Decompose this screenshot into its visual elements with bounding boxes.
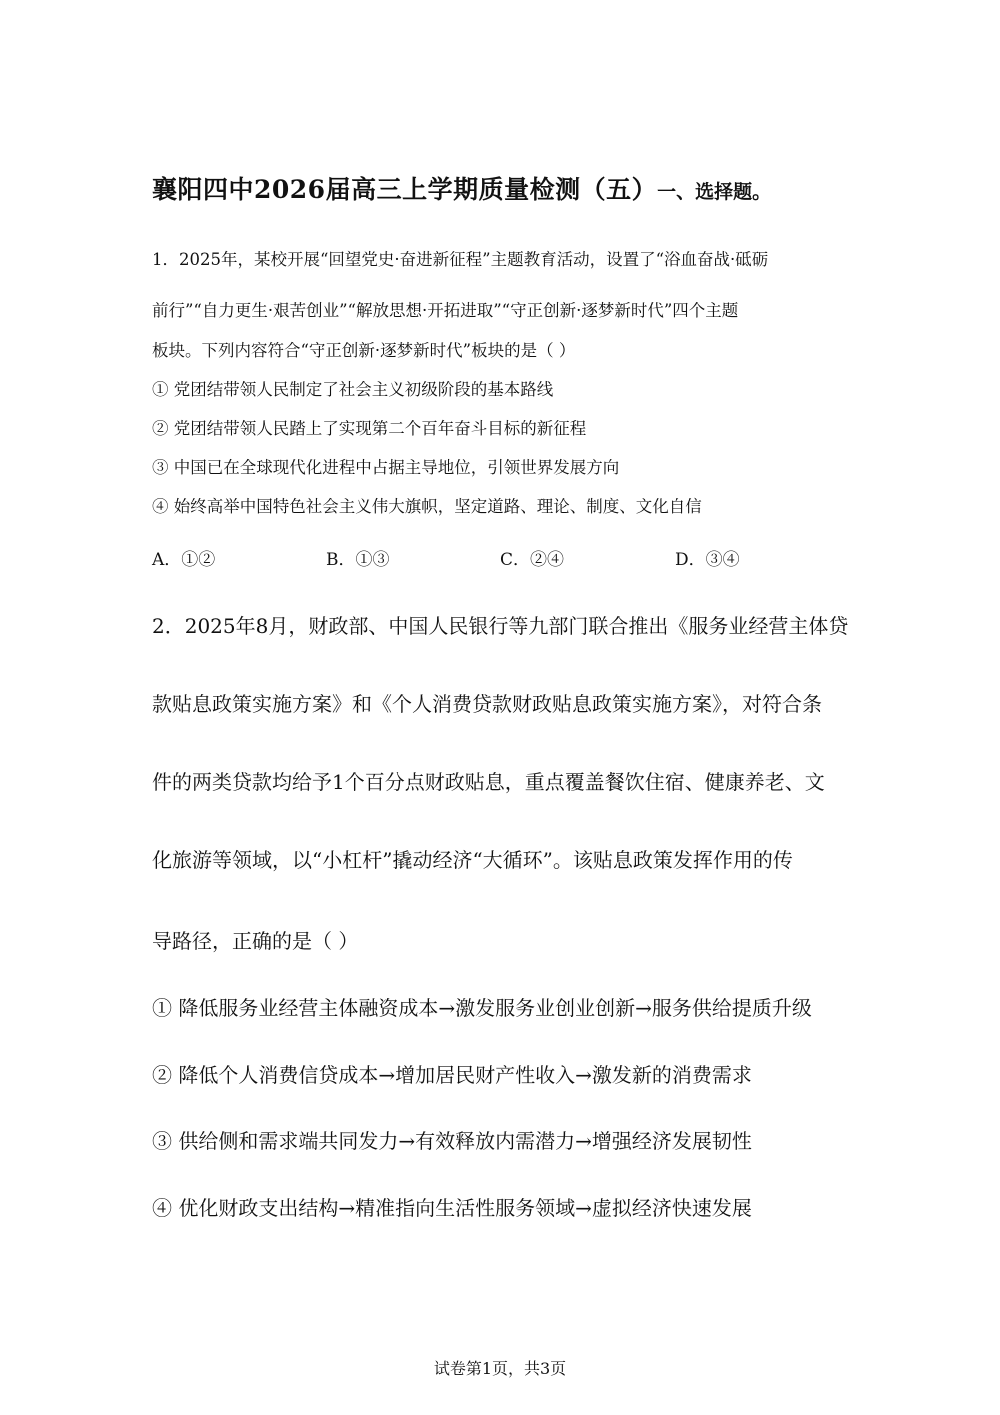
- q1-stem-line-2: 前行”“自力更生·艰苦创业”“解放思想·开拓进取”“守正创新·逐梦新时代”四个主题: [152, 301, 739, 320]
- q2-stem-line-4: 化旅游等领域，以“小杠杆”撬动经济“大循环”。该贴息政策发挥作用的传: [152, 848, 793, 872]
- q1-stem-line-3: 板块。下列内容符合“守正创新·逐梦新时代”板块的是（ ）: [152, 341, 576, 360]
- q1-statement-3: ③ 中国已在全球现代化进程中占据主导地位，引领世界发展方向: [152, 458, 620, 477]
- section-heading: 一、选择题。: [657, 181, 772, 203]
- q2-stem-line-2: 款贴息政策实施方案》和《个人消费贷款财政贴息政策实施方案》，对符合条: [152, 692, 822, 716]
- q1-option-c[interactable]: C．②④: [500, 550, 565, 570]
- q1-stem-line-1: 1．2025年，某校开展“回望党史·奋进新征程”主题教育活动，设置了“浴血奋战·砥砺: [152, 250, 769, 269]
- page-footer: 试卷第1页，共3页: [433, 1359, 567, 1378]
- q2-statement-2: ② 降低个人消费信贷成本→增加居民财产性收入→激发新的消费需求: [152, 1063, 752, 1087]
- q2-statement-4: ④ 优化财政支出结构→精准指向生活性服务领域→虚拟经济快速发展: [152, 1196, 752, 1220]
- q1-option-d[interactable]: D．③④: [675, 550, 740, 570]
- q1-option-a[interactable]: A．①②: [152, 550, 216, 570]
- q1-statement-4: ④ 始终高举中国特色社会主义伟大旗帜，坚定道路、理论、制度、文化自信: [152, 497, 702, 516]
- q2-stem-line-5: 导路径，正确的是（ ）: [152, 929, 359, 953]
- exam-title-main: 襄阳四中2026届高三上学期质量检测（五）: [152, 175, 658, 204]
- q2-statement-1: ① 降低服务业经营主体融资成本→激发服务业创业创新→服务供给提质升级: [152, 996, 812, 1020]
- q1-statement-2: ② 党团结带领人民踏上了实现第二个百年奋斗目标的新征程: [152, 419, 587, 438]
- exam-title: [152, 170, 771, 206]
- q1-statement-1: ① 党团结带领人民制定了社会主义初级阶段的基本路线: [152, 380, 554, 399]
- q2-stem-line-3: 件的两类贷款均给予1个百分点财政贴息，重点覆盖餐饮住宿、健康养老、文: [152, 770, 825, 794]
- q1-option-b[interactable]: B．①③: [326, 550, 390, 570]
- q2-statement-3: ③ 供给侧和需求端共同发力→有效释放内需潜力→增强经济发展韧性: [152, 1129, 752, 1153]
- q2-stem-line-1: 2．2025年8月，财政部、中国人民银行等九部门联合推出《服务业经营主体贷: [152, 614, 849, 638]
